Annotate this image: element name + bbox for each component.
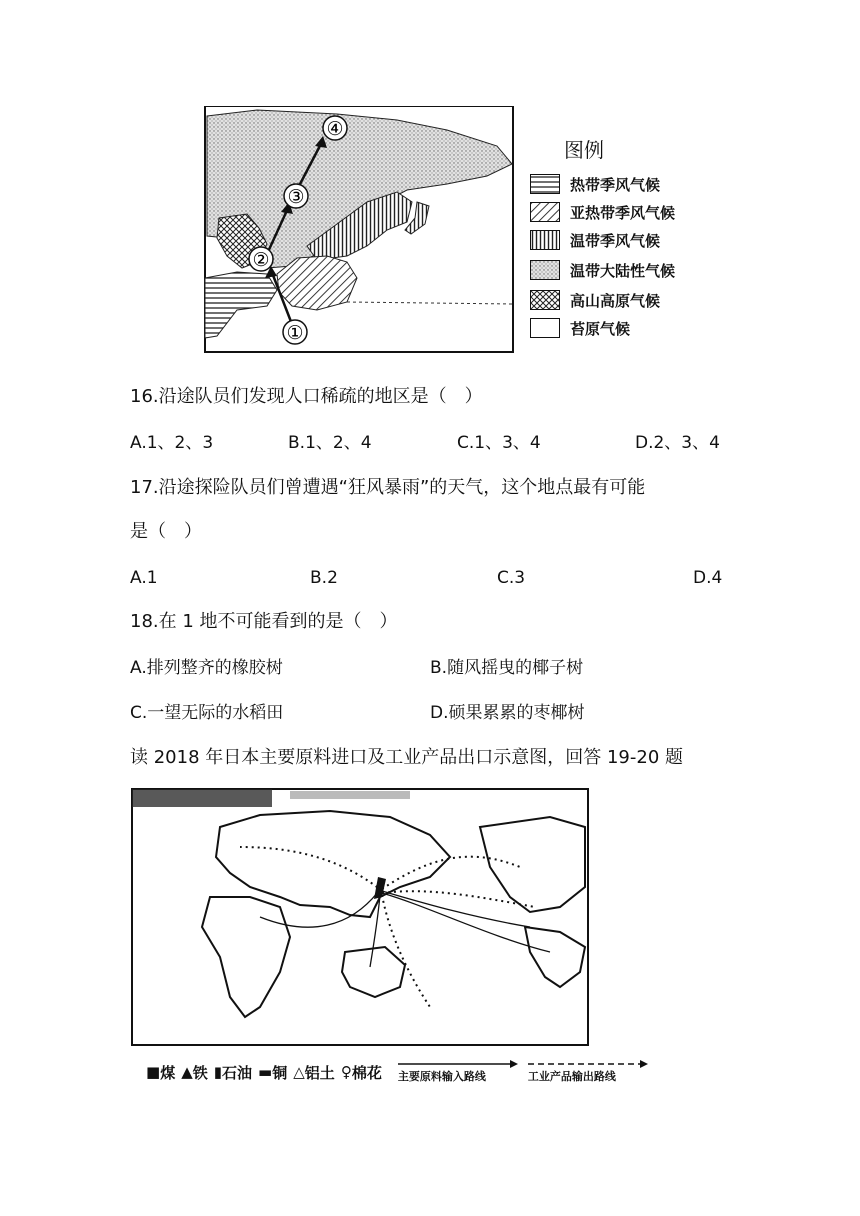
- legend-export-route: 工业产品输出路线: [528, 1060, 648, 1084]
- legend-iron: ▲ 铁: [181, 1063, 208, 1082]
- option-18-a[interactable]: A.排列整齐的橡胶树: [130, 658, 283, 678]
- legend-item: 苔原气候: [530, 316, 630, 340]
- subtropical-monsoon-swatch: [530, 202, 560, 222]
- svg-text:①: ①: [286, 322, 304, 344]
- svg-text:②: ②: [252, 249, 270, 271]
- dashed-arrow-icon: [528, 1060, 648, 1068]
- temperate-continental-swatch: [530, 260, 560, 280]
- svg-text:③: ③: [287, 186, 305, 208]
- option-16-d[interactable]: D.2、3、4: [635, 433, 720, 453]
- subtropical-monsoon-area: [277, 256, 357, 310]
- legend-oil: ▮ 石油: [213, 1063, 253, 1082]
- legend-title: 图例: [564, 138, 604, 162]
- marker-3: [284, 184, 308, 208]
- iron-icon: ▲: [181, 1063, 193, 1081]
- temperate-monsoon-swatch: [530, 230, 560, 250]
- legend-item: 亚热带季风气候: [530, 200, 675, 224]
- marker-1: [283, 320, 307, 344]
- legend-coal: ■ 煤: [146, 1063, 176, 1082]
- legend-copper: ▬ 铜: [258, 1063, 288, 1082]
- question-16-stem: 16.沿途队员们发现人口稀疏的地区是（ ）: [130, 386, 483, 407]
- question-17-stem-cont: 是（ ）: [130, 521, 202, 542]
- bauxite-icon: △: [293, 1063, 305, 1081]
- climate-legend: [530, 134, 730, 344]
- question-18-stem: 18.在 1 地不可能看到的是（ ）: [130, 611, 398, 632]
- option-17-d[interactable]: D.4: [693, 568, 723, 588]
- legend-item: 热带季风气候: [530, 172, 660, 196]
- cotton-icon: ♀: [340, 1063, 352, 1081]
- option-17-b[interactable]: B.2: [310, 568, 338, 588]
- marker-4: [323, 116, 347, 140]
- option-16-c[interactable]: C.1、3、4: [457, 433, 541, 453]
- section-intro: 读 2018 年日本主要原料进口及工业产品出口示意图，回答 19-20 题: [130, 747, 683, 768]
- oil-icon: ▮: [213, 1063, 223, 1081]
- tundra-swatch: [530, 318, 560, 338]
- world-trade-map: [130, 787, 590, 1047]
- option-18-b[interactable]: B.随风摇曳的椰子树: [430, 658, 584, 678]
- option-17-a[interactable]: A.1: [130, 568, 158, 588]
- climate-map: [197, 106, 517, 356]
- trade-map-legend: [146, 1057, 636, 1087]
- highland-swatch: [530, 290, 560, 310]
- option-17-c[interactable]: C.3: [497, 568, 526, 588]
- option-16-a[interactable]: A.1、2、3: [130, 433, 214, 453]
- copper-icon: ▬: [258, 1063, 273, 1081]
- legend-item: 温带大陆性气候: [530, 258, 675, 282]
- legend-import-route: 主要原料输入路线: [398, 1060, 518, 1084]
- option-16-b[interactable]: B.1、2、4: [288, 433, 372, 453]
- legend-bauxite: △ 铝土: [293, 1063, 335, 1082]
- legend-cotton: ♀ 棉花: [340, 1063, 382, 1082]
- marker-2: [249, 247, 273, 271]
- tropical-monsoon-swatch: [530, 174, 560, 194]
- solid-arrow-icon: [398, 1060, 518, 1068]
- legend-item: 高山高原气候: [530, 288, 660, 312]
- option-18-d[interactable]: D.硕果累累的枣椰树: [430, 703, 585, 723]
- question-17-stem: 17.沿途探险队员们曾遭遇“狂风暴雨”的天气，这个地点最有可能: [130, 477, 646, 498]
- legend-item: 温带季风气候: [530, 228, 660, 252]
- option-18-c[interactable]: C.一望无际的水稻田: [130, 703, 284, 723]
- coal-icon: ■: [146, 1063, 161, 1081]
- svg-text:④: ④: [326, 118, 344, 140]
